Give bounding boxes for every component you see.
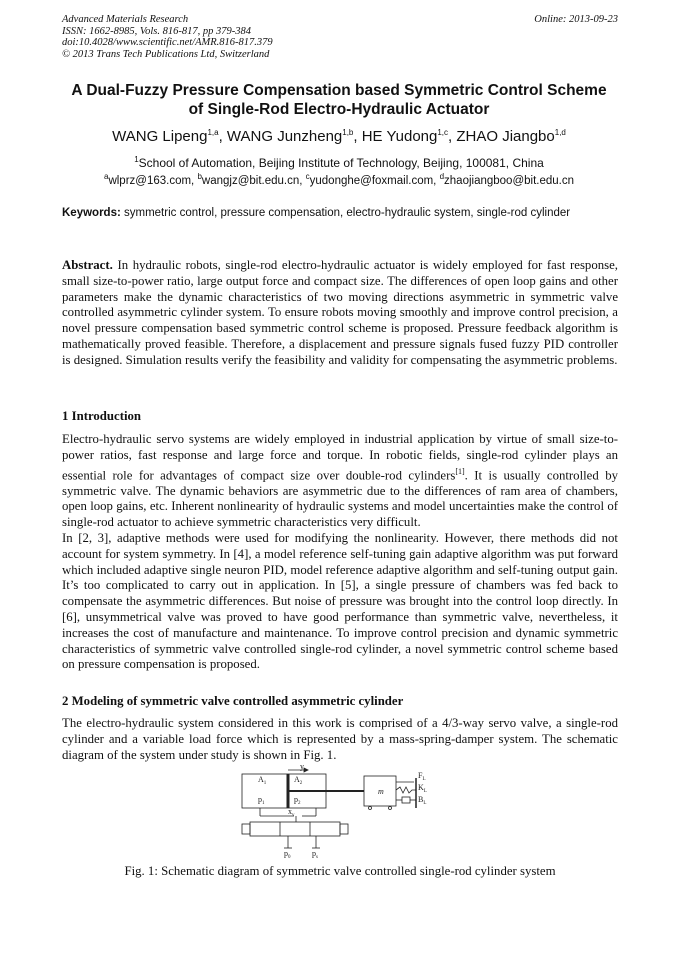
affiliation <box>40 155 638 170</box>
label-p2: $p_2$ <box>294 795 301 806</box>
email-list <box>30 172 648 187</box>
author-name: WANG Lipeng <box>112 128 208 145</box>
paragraph-text: Electro-hydraulic servo systems are widely employed in industrial application by virtue of small size-to-power ratios, fast response and large force and torque. In robotic fields, single-rod cylinder plays an essential role for advantages of compact size over double-rod cylinders <box>62 432 618 482</box>
running-header <box>62 14 618 60</box>
author-sup: 1,a <box>207 128 219 137</box>
arrow-head <box>304 768 308 772</box>
citation-link[interactable]: [1] <box>455 466 465 476</box>
doi-line: doi:10.4028/www.scientific.net/AMR.816-817.379 <box>62 37 273 49</box>
label-m: m <box>378 787 384 796</box>
author-name: ZHAO Jiangbo <box>456 128 555 145</box>
author-name: HE Yudong <box>361 128 438 145</box>
email-address: wlprz@163.com, <box>108 174 198 187</box>
section2-body <box>62 716 618 763</box>
author-sup: 1,b <box>342 128 354 137</box>
wheel <box>369 807 372 810</box>
section-heading: 2 Modeling of symmetric valve controlled asymmetric cylinder <box>62 694 404 708</box>
paragraph <box>62 432 618 531</box>
title-line-2: of Single-Rod Electro-Hydraulic Actuator <box>188 100 490 118</box>
label-p0: $p_0$ <box>284 849 291 858</box>
email-sup: d <box>439 172 445 181</box>
intro-body <box>62 432 618 673</box>
spring <box>396 787 416 793</box>
abstract-text: In hydraulic robots, single-rod electro-hydraulic actuator is widely employed for fast response, small size-to-power ratio, large output force and compact size. The differences of open loop gains and other parameters make the dynamic characteristics of two moving directions asymmetric in symmetric valve controlled asymmetric cylinder system. To ensure robots moving smoothly and improve control precision, a novel pressure compensation based symmetric control scheme is proposed. Pressure feedback algorithm is mathematically proved feasible. Therefore, a displacement and pressure signals fused fuzzy PID controller is designed. Simulation results verify the feasibility and validity for compensating the asymmetric problems. <box>62 258 618 367</box>
email-sup: c <box>305 172 310 181</box>
email-address: wangjz@bit.edu.cn, <box>201 174 306 187</box>
servo-valve-body <box>250 822 340 836</box>
author-sup: 1,c <box>437 128 449 137</box>
affiliation-text: School of Automation, Beijing Institute of Technology, Beijing, 100081, China <box>138 156 544 170</box>
label-fl: $F_L$ <box>418 771 426 782</box>
abstract-label: Abstract. <box>62 258 113 272</box>
affiliation-sup: 1 <box>134 155 139 164</box>
abstract <box>62 258 618 369</box>
section-heading: 1 Introduction <box>62 409 142 423</box>
issn-line: ISSN: 1662-8985, Vols. 816-817, pp 379-384 <box>62 25 251 37</box>
paper-title <box>50 82 628 119</box>
keywords-label: Keywords: <box>62 207 121 219</box>
author-separator: , <box>448 128 457 145</box>
author-name: WANG Junzheng <box>226 128 343 145</box>
email-address: zhaojiangboo@bit.edu.cn <box>444 174 574 187</box>
journal-name: Advanced Materials Research <box>62 14 189 25</box>
label-ps: $p_s$ <box>312 849 318 858</box>
paragraph: In [2, 3], adaptive methods were used for modifying the nonlinearity. However, there methods did not account for system symmetry. In [4], a model reference self-tuning gain adaptive algorithm was put forward which included adaptive single neuron PID, model reference adaptive algorithm and self-tuning output gain. It’s too complicated to carry out in application. In [5], a single pressure of chambers was fed back to compensate the asymmetric differences. But noise of pressure was brought into the control loop directly. In [6], unsymmetrical valve was proved to have good performance than symmetric valve, nevertheless, it increases the cost of manufacture and maintenance. To improve control precision and dynamic symmetric characteristics of symmetric valve controlled single-rod cylinder, a novel symmetric control scheme based on pressure compensation is proposed. <box>62 531 618 672</box>
author-sup: 1,d <box>554 128 566 137</box>
copyright-line: © 2013 Trans Tech Publications Ltd, Switzerland <box>62 48 270 60</box>
label-bl: $B_L$ <box>418 795 427 806</box>
label-p1: $p_1$ <box>258 795 265 806</box>
valve-actuator <box>340 824 348 834</box>
label-xv: $x_v$ <box>288 807 295 818</box>
title-line-1: A Dual-Fuzzy Pressure Compensation based Symmetric Control Scheme <box>71 82 607 99</box>
author-separator: , <box>218 128 227 145</box>
online-date: Online: 2013-09-23 <box>534 14 618 25</box>
damper <box>402 797 410 803</box>
system-schematic-figure <box>236 764 448 858</box>
figure-caption: Fig. 1: Schematic diagram of symmetric valve controlled single-rod cylinder system <box>124 864 556 878</box>
label-a1: $A_1$ <box>258 775 267 786</box>
author-separator: , <box>353 128 362 145</box>
paragraph: The electro-hydraulic system considered in this work is comprised of a 4/3-way servo valve, a single-rod cylinder and a variable load force which is represented by a mass-spring-damper system. The schematic diagram of the system under study is shown in Fig. 1. <box>62 716 618 762</box>
email-sup: b <box>197 172 202 181</box>
wheel <box>389 807 392 810</box>
email-sup: a <box>103 172 109 181</box>
email-address: yudonghe@foxmail.com, <box>309 174 440 187</box>
paragraph-text: . It is usually controlled by symmetric valve. The dynamic behaviors are asymmetric due to the differences of ram area of chambers, open loop gains, etc. Inherent nonlinearity of hydraulic systems and model uncertainties make the control of single-rod actuator to achieve symmetric characteristics very difficult. <box>62 467 618 530</box>
label-a2: $A_2$ <box>294 775 303 786</box>
label-y: y <box>300 764 304 771</box>
keywords-text: symmetric control, pressure compensation, electro-hydraulic system, single-rod cylinder <box>124 207 571 219</box>
label-kl: $K_L$ <box>418 783 427 794</box>
author-list <box>50 128 628 145</box>
valve-actuator <box>242 824 250 834</box>
keywords <box>62 206 618 221</box>
